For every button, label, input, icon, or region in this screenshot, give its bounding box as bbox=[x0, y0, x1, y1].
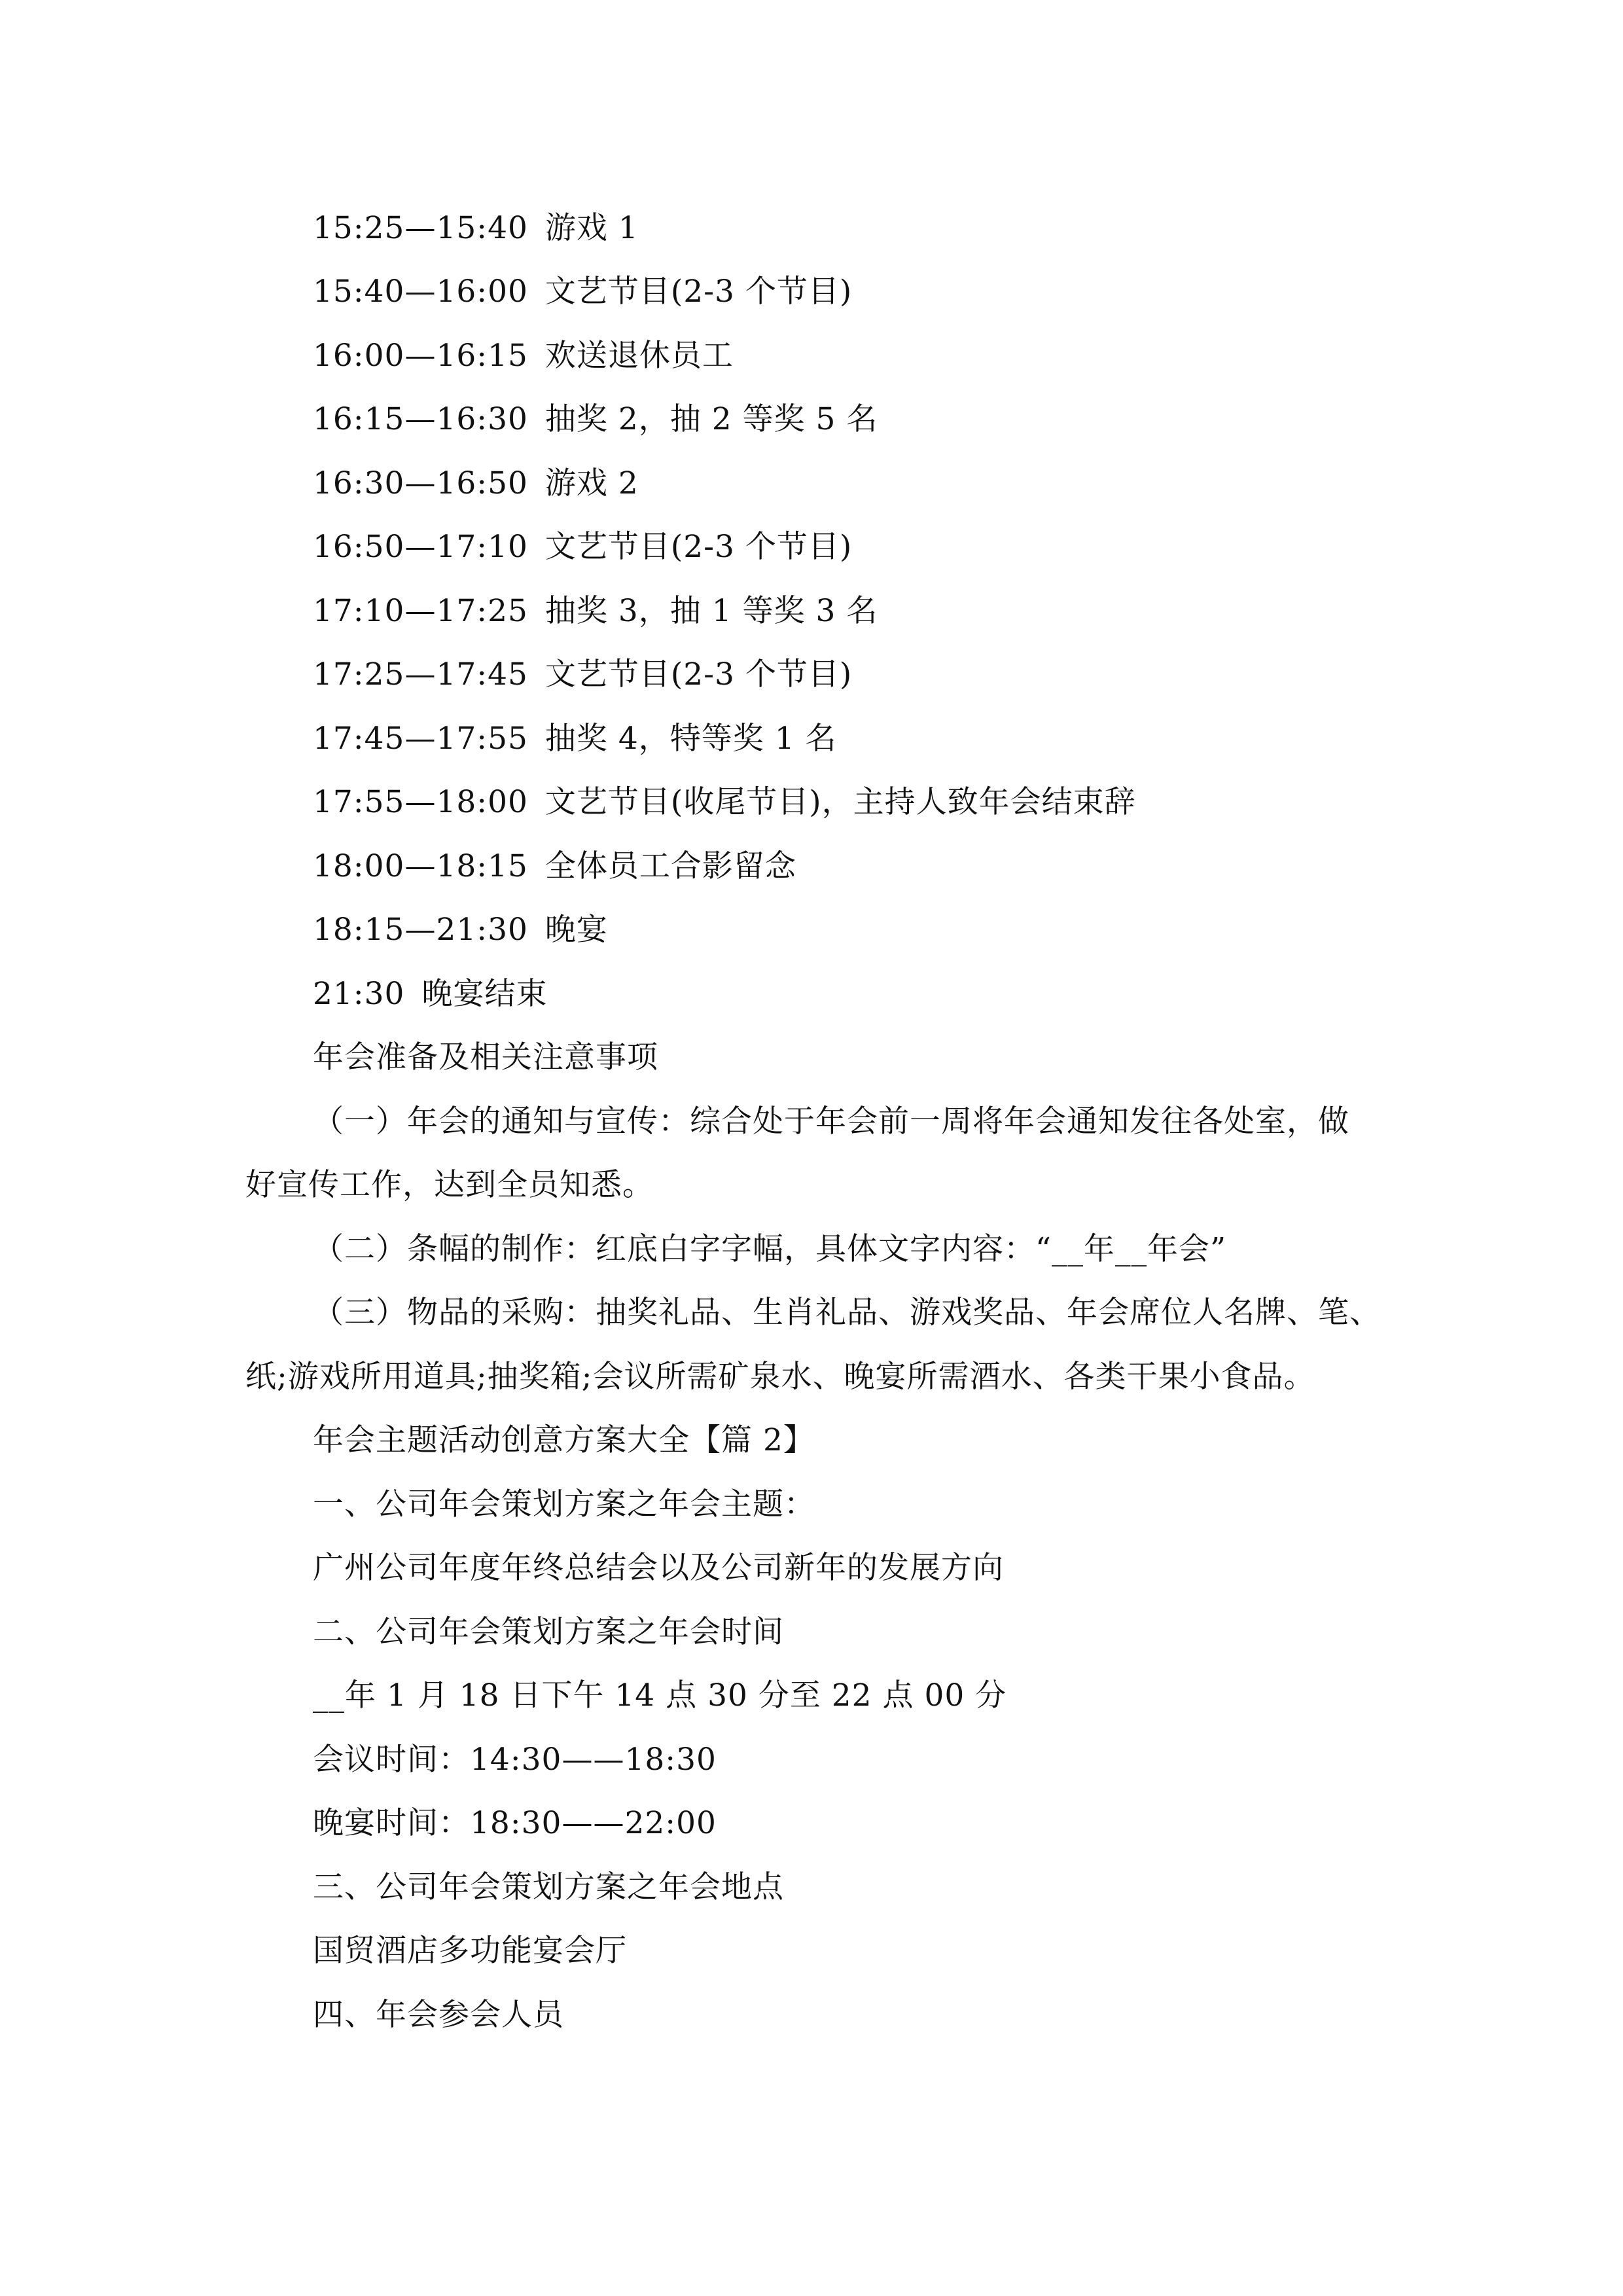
schedule-time: 16:50—17:10 bbox=[313, 529, 528, 565]
notes-item-2: （二）条幅的制作：红底白字字幅，具体文字内容：“__年__年会” bbox=[313, 1231, 1227, 1267]
section-1-body: 广州公司年度年终总结会以及公司新年的发展方向 bbox=[313, 1550, 1004, 1586]
schedule-time: 18:15—21:30 bbox=[313, 912, 528, 948]
section-2-heading: 二、公司年会策划方案之年会时间 bbox=[313, 1614, 784, 1650]
schedule-row bbox=[313, 400, 878, 439]
schedule-event: 晚宴 bbox=[544, 912, 608, 948]
schedule-event: 文艺节目(2-3 个节目) bbox=[544, 274, 853, 310]
schedule-time: 17:45—17:55 bbox=[313, 721, 528, 757]
schedule-event: 文艺节目(2-3 个节目) bbox=[544, 529, 853, 565]
schedule-time: 15:25—15:40 bbox=[313, 210, 528, 246]
meeting-time: 会议时间：14:30——18:30 bbox=[313, 1742, 717, 1778]
schedule-event: 抽奖 3，抽 1 等奖 3 名 bbox=[544, 593, 878, 629]
schedule-time: 15:40—16:00 bbox=[313, 274, 528, 310]
schedule-time: 17:25—17:45 bbox=[313, 656, 528, 692]
schedule-row bbox=[313, 336, 734, 376]
schedule-time: 21:30 bbox=[313, 976, 405, 1012]
notes-heading: 年会准备及相关注意事项 bbox=[313, 1039, 658, 1075]
section-1-heading: 一、公司年会策划方案之年会主题： bbox=[313, 1486, 815, 1522]
schedule-row bbox=[313, 528, 852, 567]
schedule-event: 游戏 1 bbox=[544, 210, 639, 246]
schedule-time: 16:00—16:15 bbox=[313, 338, 528, 374]
schedule-row bbox=[313, 719, 837, 759]
section-4-heading: 四、年会参会人员 bbox=[313, 1997, 564, 2033]
notes-item-1-line-1: （一）年会的通知与宣传：综合处于年会前一周将年会通知发往各处室，做 bbox=[313, 1103, 1349, 1139]
schedule-row bbox=[313, 847, 796, 886]
schedule-event: 抽奖 4，特等奖 1 名 bbox=[544, 721, 837, 757]
schedule-row bbox=[313, 655, 852, 694]
schedule-row bbox=[313, 592, 878, 631]
schedule-row bbox=[313, 975, 547, 1014]
schedule-row bbox=[313, 464, 639, 503]
dinner-time: 晚宴时间：18:30——22:00 bbox=[313, 1805, 717, 1841]
schedule-row bbox=[313, 209, 639, 248]
schedule-time: 16:15—16:30 bbox=[313, 401, 528, 437]
article-title: 年会主题活动创意方案大全【篇 2】 bbox=[313, 1422, 815, 1458]
schedule-time: 18:00—18:15 bbox=[313, 848, 528, 884]
schedule-row bbox=[313, 783, 1136, 822]
section-3-heading: 三、公司年会策划方案之年会地点 bbox=[313, 1869, 784, 1905]
section-2-body: __年 1 月 18 日下午 14 点 30 分至 22 点 00 分 bbox=[313, 1677, 1007, 1713]
schedule-event: 文艺节目(2-3 个节目) bbox=[544, 656, 853, 692]
schedule-time: 17:55—18:00 bbox=[313, 784, 528, 820]
schedule-event: 全体员工合影留念 bbox=[544, 848, 796, 884]
schedule-event: 文艺节目(收尾节目)，主持人致年会结束辞 bbox=[544, 784, 1136, 820]
schedule-time: 17:10—17:25 bbox=[313, 593, 528, 629]
schedule-time: 16:30—16:50 bbox=[313, 465, 528, 501]
notes-item-3-line-2: 纸;游戏所用道具;抽奖箱;会议所需矿泉水、晚宴所需酒水、各类干果小食品。 bbox=[245, 1359, 1315, 1395]
schedule-event: 游戏 2 bbox=[544, 465, 639, 501]
notes-item-3-line-1: （三）物品的采购：抽奖礼品、生肖礼品、游戏奖品、年会席位人名牌、笔、 bbox=[313, 1295, 1381, 1331]
schedule-row bbox=[313, 272, 852, 312]
section-3-body: 国贸酒店多功能宴会厅 bbox=[313, 1933, 627, 1969]
schedule-event: 晚宴结束 bbox=[421, 976, 548, 1012]
schedule-row bbox=[313, 910, 608, 950]
schedule-event: 欢送退休员工 bbox=[544, 338, 734, 374]
schedule-event: 抽奖 2，抽 2 等奖 5 名 bbox=[544, 401, 878, 437]
notes-item-1-line-2: 好宣传工作，达到全员知悉。 bbox=[245, 1167, 654, 1203]
